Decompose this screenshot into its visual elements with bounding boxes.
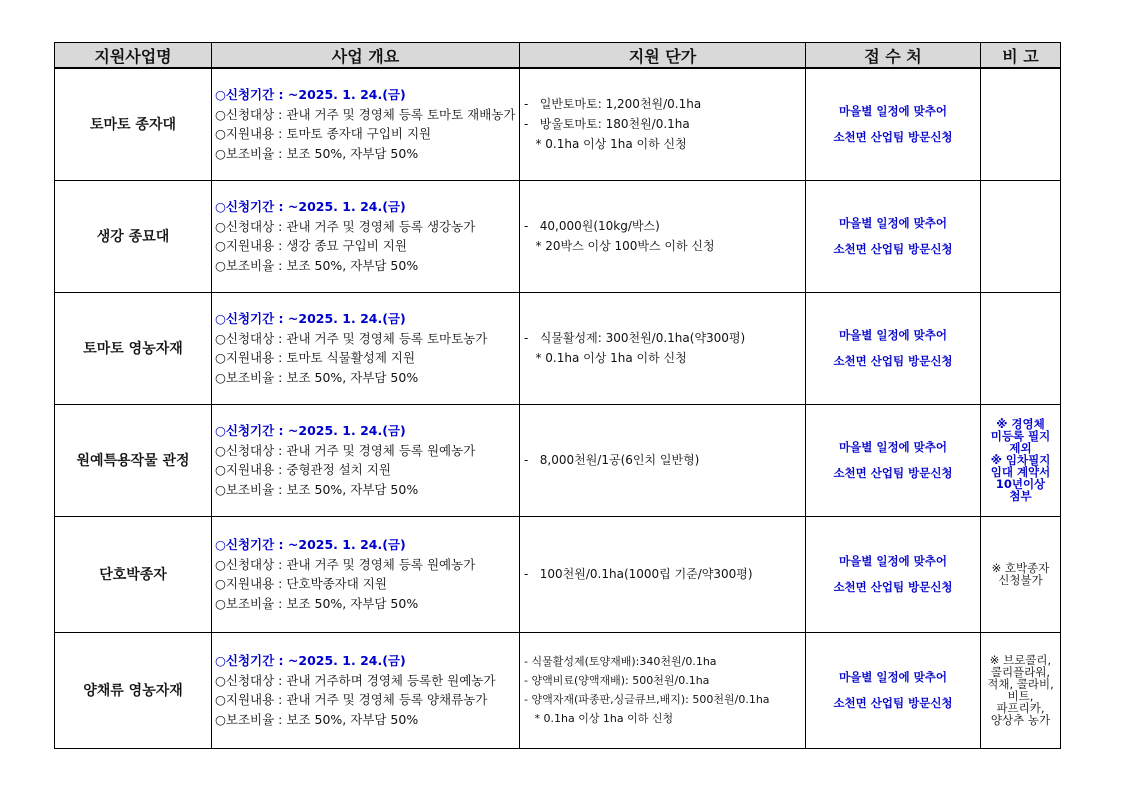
note-cell [981,68,1061,180]
table-header-row [55,43,1061,69]
note-cell [981,404,1061,516]
price-line: - 일반토마토: 1,200천원/0.1ha [524,97,702,112]
reception-office [806,292,981,404]
overview-content: ○지원내용 : 중형관정 설치 지원 [215,462,391,477]
note-line: 콜리플라워, [990,665,1051,679]
reception-line: 마을별 일정에 맞추어 [839,328,947,342]
price-line: - 양액자재(파종판,싱글큐브,배지): 500천원/0.1ha [524,693,770,706]
header-program-name: 지원사업명 [55,43,212,69]
reception-line: 마을별 일정에 맞추어 [839,554,947,568]
program-overview [212,68,520,180]
table-row [55,404,1061,516]
overview-ratio: ○보조비율 : 보조 50%, 자부담 50% [215,595,419,611]
overview-target: ○신청대상 : 관내 거주 및 경영체 등록 토마토농가 [215,330,488,346]
price-line: * 0.1ha 이상 1ha 이하 신청 [524,351,687,365]
note-line: 파프리카, [996,701,1045,715]
program-name: 단호박종자 [55,516,212,632]
reception-line: 소천면 산업팀 방문신청 [833,130,953,145]
overview-target: ○신청대상 : 관내 거주 및 경영체 등록 토마토 재배농가 [215,106,516,122]
note-line: 비트, [1007,689,1034,703]
price-line: * 0.1ha 이상 1ha 이하 신청 [524,137,687,152]
support-program-table [54,42,1061,749]
reception-line: 소천면 산업팀 방문신청 [833,354,953,368]
overview-period: ○신청기간 : ~2025. 1. 24.(금) [215,87,406,103]
price-line: - 방울토마토: 180천원/0.1ha [524,117,690,132]
overview-ratio: ○보조비율 : 보조 50%, 자부담 50% [215,711,419,727]
note-line: 임대 계약서 [990,465,1051,479]
note-line: 10년이상 [995,477,1046,491]
note-cell [981,516,1061,632]
table-row [55,292,1061,404]
note-line: ※ 호박종자 [991,561,1050,575]
overview-period: ○신청기간 : ~2025. 1. 24.(금) [215,311,406,326]
price-line: * 0.1ha 이상 1ha 이하 신청 [524,712,674,725]
program-name: 토마토 영농자재 [55,292,212,404]
header-unit-price: 지원 단가 [520,43,806,69]
table-row [55,180,1061,292]
program-name: 생강 종묘대 [55,180,212,292]
program-overview [212,404,520,516]
overview-content: ○지원내용 : 토마토 종자대 구입비 지원 [215,126,432,142]
unit-price [520,516,806,632]
overview-ratio: ○보조비율 : 보조 50%, 자부담 50% [215,145,419,161]
table-row [55,516,1061,632]
header-overview: 사업 개요 [212,43,520,69]
note-line: 신청불가 [998,573,1043,587]
price-line: - 40,000원(10kg/박스) [524,219,660,233]
unit-price [520,292,806,404]
header-note: 비 고 [981,43,1061,69]
price-line: - 식물활성제: 300천원/0.1ha(약300평) [524,331,746,345]
program-name: 원예특용작물 관정 [55,404,212,516]
overview-target: ○신청대상 : 관내 거주 및 경영체 등록 생강농가 [215,218,476,234]
unit-price [520,632,806,748]
overview-period: ○신청기간 : ~2025. 1. 24.(금) [215,199,406,214]
program-name: 양채류 영농자재 [55,632,212,748]
note-line: 양상추 농가 [990,713,1051,727]
unit-price [520,180,806,292]
unit-price [520,68,806,180]
overview-target: ○신청대상 : 관내 거주하며 경영체 등록한 원예농가 [215,672,496,688]
overview-content: ○지원내용 : 생강 종묘 구입비 지원 [215,238,407,253]
note-line: ※ 임차필지 [990,453,1051,467]
overview-ratio: ○보조비율 : 보조 50%, 자부담 50% [215,369,419,385]
overview-target: ○신청대상 : 관내 거주 및 경영체 등록 원예농가 [215,442,476,458]
note-line: 제외 [1009,441,1032,455]
overview-period: ○신청기간 : ~2025. 1. 24.(금) [215,537,406,552]
price-line: - 식물활성제(토양재배):340천원/0.1ha [524,655,717,668]
reception-office [806,516,981,632]
price-line: - 8,000천원/1공(6인치 일반형) [524,453,700,467]
note-line: ※ 경영체 [996,417,1045,431]
note-line: 미등록 필지 [990,429,1051,443]
overview-content: ○지원내용 : 관내 거주 및 경영체 등록 양채류농가 [215,692,488,707]
price-line: * 20박스 이상 100박스 이하 신청 [524,239,715,253]
reception-line: 소천면 산업팀 방문신청 [833,696,953,710]
header-reception: 접 수 처 [806,43,981,69]
reception-line: 마을별 일정에 맞추어 [839,670,947,684]
program-name: 토마토 종자대 [55,68,212,180]
table-row [55,68,1061,180]
note-line: ※ 브로콜리, [989,653,1052,667]
overview-content: ○지원내용 : 단호박종자대 지원 [215,576,387,591]
note-line: 적채, 콜라비, [987,677,1054,691]
overview-content: ○지원내용 : 토마토 식물활성제 지원 [215,350,416,365]
overview-target: ○신청대상 : 관내 거주 및 경영체 등록 원예농가 [215,556,476,572]
reception-line: 마을별 일정에 맞추어 [839,104,947,119]
reception-line: 마을별 일정에 맞추어 [839,440,947,454]
overview-period: ○신청기간 : ~2025. 1. 24.(금) [215,423,406,438]
reception-office [806,632,981,748]
price-line: - 양액비료(양액재배): 500천원/0.1ha [524,674,710,687]
reception-line: 소천면 산업팀 방문신청 [833,242,953,256]
overview-ratio: ○보조비율 : 보조 50%, 자부담 50% [215,481,419,497]
program-overview [212,292,520,404]
reception-line: 마을별 일정에 맞추어 [839,216,947,230]
reception-office [806,404,981,516]
note-cell [981,632,1061,748]
program-overview [212,180,520,292]
reception-line: 소천면 산업팀 방문신청 [833,466,953,480]
reception-office [806,180,981,292]
program-overview [212,516,520,632]
note-cell [981,292,1061,404]
table-row [55,632,1061,748]
program-overview [212,632,520,748]
reception-office [806,68,981,180]
unit-price [520,404,806,516]
note-cell [981,180,1061,292]
price-line: - 100천원/0.1ha(1000립 기준/약300평) [524,567,753,581]
overview-period: ○신청기간 : ~2025. 1. 24.(금) [215,653,406,668]
reception-line: 소천면 산업팀 방문신청 [833,580,953,594]
overview-ratio: ○보조비율 : 보조 50%, 자부담 50% [215,257,419,273]
note-line: 첨부 [1009,489,1032,503]
